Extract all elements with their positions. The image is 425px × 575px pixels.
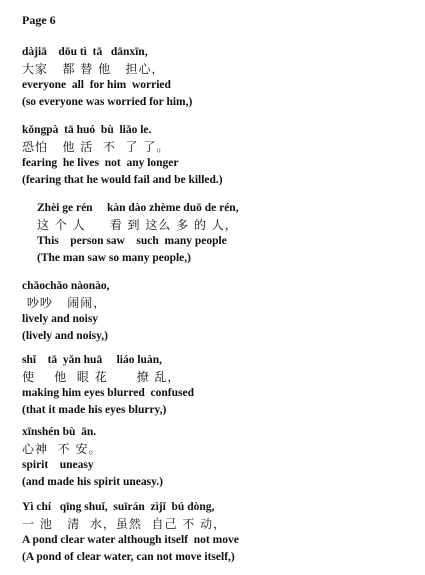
gloss-line: This person saw such many people [37, 235, 227, 247]
gloss-line: lively and noisy [22, 313, 99, 325]
gloss-line: everyone all for him worried [22, 79, 171, 91]
pinyin-line: kǒngpà tā huó bù liǎo le. [22, 124, 152, 136]
passage-block-2 [22, 122, 223, 188]
pinyin-line: shǐ tā yǎn huā liáo luàn, [22, 354, 162, 366]
passage-block-7 [22, 499, 239, 565]
passage-block-1 [22, 44, 192, 110]
chinese-line: 心神 不 安。 [22, 441, 102, 456]
chinese-line: 恐怕 他 活 不 了 了。 [22, 139, 170, 154]
gloss-line: spirit uneasy [22, 459, 94, 471]
pinyin-line: dàjiā dōu tì tā dānxīn, [22, 46, 148, 58]
page-title: Page 6 [22, 13, 56, 27]
translation-line: (lively and noisy,) [22, 329, 108, 342]
passage-block-4 [22, 278, 110, 344]
pinyin-line: Zhèi ge rén kàn dào zhème duō de rén, [37, 202, 239, 214]
translation-line: (A pond of clear water, can not move itself,) [22, 550, 235, 563]
chinese-line: 大家 都 替 他 担心， [22, 61, 165, 76]
chinese-line: 这 个 人 看 到 这么 多 的 人， [37, 217, 238, 232]
passage-block-6 [22, 424, 163, 490]
chinese-line: 使 他 眼 花 撩 乱， [22, 369, 181, 384]
gloss-line: A pond clear water although itself not move [22, 534, 239, 546]
passage-block-3 [37, 200, 239, 266]
translation-line: (The man saw so many people,) [37, 251, 191, 264]
gloss-line: making him eyes blurred confused [22, 387, 194, 399]
translation-line: (so everyone was worried for him,) [22, 95, 193, 108]
pinyin-line: Yì chí qīng shuǐ, suīrán zìjǐ bú dòng, [22, 501, 215, 513]
pinyin-line: xīnshén bù ān. [22, 426, 97, 438]
chinese-line: 一 池 清 水，虽然 自己 不 动， [22, 516, 227, 531]
passage-block-5 [22, 352, 194, 418]
translation-line: (fearing that he would fail and be killed.) [22, 173, 223, 186]
chinese-line: 吵吵 闹闹， [22, 295, 107, 310]
pinyin-line: chǎochǎo nàonào, [22, 280, 110, 292]
translation-line: (that it made his eyes blurry,) [22, 403, 167, 416]
translation-line: (and made his spirit uneasy.) [22, 475, 163, 488]
gloss-line: fearing he lives not any longer [22, 157, 179, 169]
